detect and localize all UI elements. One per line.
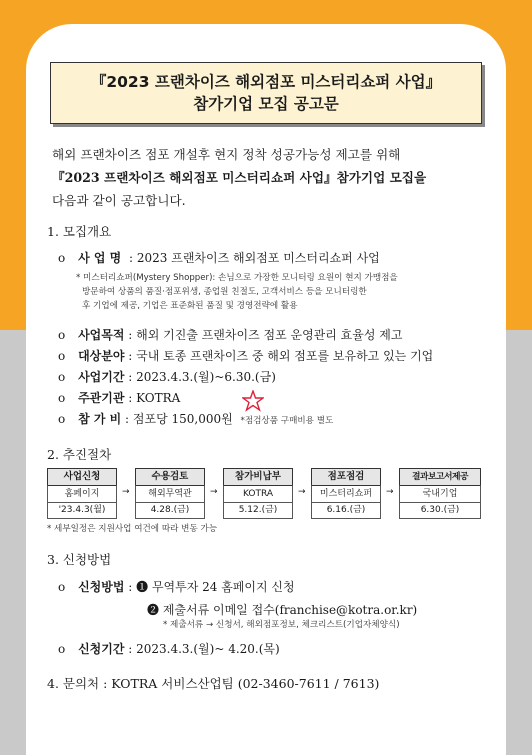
contact-value: : KOTRA 서비스산업팀 (02-3460-7611 / 7613) xyxy=(103,676,380,691)
step-place: 홈페이지 xyxy=(47,485,117,503)
section2-heading: 2. 추진절차 xyxy=(47,447,112,462)
organizer-row xyxy=(58,389,180,406)
section3-heading: 3. 신청방법 xyxy=(47,552,112,567)
procedure-step xyxy=(47,468,117,519)
method-2: ❷ 제출서류 이메일 접수(franchise@kotra.or.kr) xyxy=(147,603,418,617)
step-date: 5.12.(금) xyxy=(223,503,293,519)
procedure-note: * 세부일정은 지원사업 여건에 따라 변동 가능 xyxy=(47,524,218,534)
project-note2: 방문하여 상품의 품질·점포위생, 종업원 친절도, 고객서비스 등을 모니터링한 xyxy=(82,287,367,297)
intro-line3: 다음과 같이 공고합니다. xyxy=(52,193,186,208)
arrow-icon: → xyxy=(298,487,306,497)
step-title: 수용검토 xyxy=(135,468,205,485)
apply-period-row xyxy=(58,640,280,657)
apply-period-value: : 2023.4.3.(월)~ 4.20.(목) xyxy=(128,642,280,656)
target-value: : 국내 토종 프랜차이즈 중 해외 점포를 보유하고 있는 기업 xyxy=(128,349,434,363)
intro-line2: 『2023 프랜차이즈 해외점포 미스터리쇼퍼 사업』참가기업 모집을 xyxy=(52,170,427,185)
bullet: o xyxy=(58,580,66,594)
step-date: 6.30.(금) xyxy=(399,503,481,519)
title-line1: 『2023 프랜차이즈 해외점포 미스터리쇼퍼 사업』 xyxy=(90,73,442,91)
section1-heading: 1. 모집개요 xyxy=(47,224,112,239)
period-label: 사업기간 xyxy=(78,370,125,384)
period-row xyxy=(58,368,276,385)
section4-heading: 4. 문의처 xyxy=(47,676,100,691)
bullet: o xyxy=(58,251,66,265)
bullet: o xyxy=(58,370,66,384)
procedure-step xyxy=(135,468,205,519)
organizer-value: : KOTRA xyxy=(128,391,181,405)
fee-label: 참 가 비 xyxy=(78,412,122,426)
step-title: 결과보고서제공 xyxy=(399,468,481,485)
bullet: o xyxy=(58,328,66,342)
organizer-label: 주관기관 xyxy=(78,391,125,405)
method-row xyxy=(58,578,295,595)
step-date: 6.16.(금) xyxy=(311,503,381,519)
step-title: 참가비납부 xyxy=(223,468,293,485)
procedure-step xyxy=(399,468,481,519)
step-date: 4.28.(금) xyxy=(135,503,205,519)
purpose-label: 사업목적 xyxy=(78,328,125,342)
target-label: 대상분야 xyxy=(78,349,125,363)
step-place: 국내기업 xyxy=(399,485,481,503)
procedure-step xyxy=(223,468,293,519)
intro-line1: 해외 프랜차이즈 점포 개설후 현지 정착 성공가능성 제고를 위해 xyxy=(52,147,401,162)
step-title: 사업신청 xyxy=(47,468,117,485)
star-stamp-icon xyxy=(242,390,264,412)
arrow-icon: → xyxy=(386,487,394,497)
bullet: o xyxy=(58,412,66,426)
bullet: o xyxy=(58,642,66,656)
step-place: KOTRA xyxy=(223,485,293,503)
title-line2: 참가기업 모집 공고문 xyxy=(193,95,339,113)
project-note3: 후 기업에 제공, 기업은 표준화된 품질 및 경영전략에 활용 xyxy=(82,301,298,311)
contact-row xyxy=(47,674,379,692)
step-place: 해외무역관 xyxy=(135,485,205,503)
step-date: '23.4.3(월) xyxy=(47,503,117,519)
project-note1: * 미스터리쇼퍼(Mystery Shopper): 손님으로 가장한 모니터링 요원이 현지 가맹점을 xyxy=(76,273,398,283)
method-note: * 제출서류 → 신청서, 해외점포정보, 체크리스트(기업자체양식) xyxy=(163,620,400,630)
title-box xyxy=(50,62,482,124)
project-row xyxy=(58,249,380,266)
method-label: 신청방법 xyxy=(78,580,125,594)
procedure-step xyxy=(311,468,381,519)
method-1: : ❶ 무역투자 24 홈페이지 신청 xyxy=(128,580,295,594)
arrow-icon: → xyxy=(210,487,218,497)
arrow-icon: → xyxy=(122,487,130,497)
project-value: : 2023 프랜차이즈 해외점포 미스터리쇼퍼 사업 xyxy=(129,251,380,265)
fee-row xyxy=(58,410,333,429)
fee-note: *점검상품 구매비용 별도 xyxy=(240,416,334,426)
bullet: o xyxy=(58,391,66,405)
step-title: 점포점검 xyxy=(311,468,381,485)
apply-period-label: 신청기간 xyxy=(78,642,125,656)
purpose-row xyxy=(58,326,402,343)
project-label: 사 업 명 xyxy=(78,251,122,265)
purpose-value: : 해외 기진출 프랜차이즈 점포 운영관리 효율성 제고 xyxy=(128,328,403,342)
target-row xyxy=(58,347,433,364)
period-value: : 2023.4.3.(월)~6.30.(금) xyxy=(128,370,276,384)
bullet: o xyxy=(58,349,66,363)
step-place: 미스터리쇼퍼 xyxy=(311,485,381,503)
fee-value: : 점포당 150,000원 xyxy=(125,412,233,426)
